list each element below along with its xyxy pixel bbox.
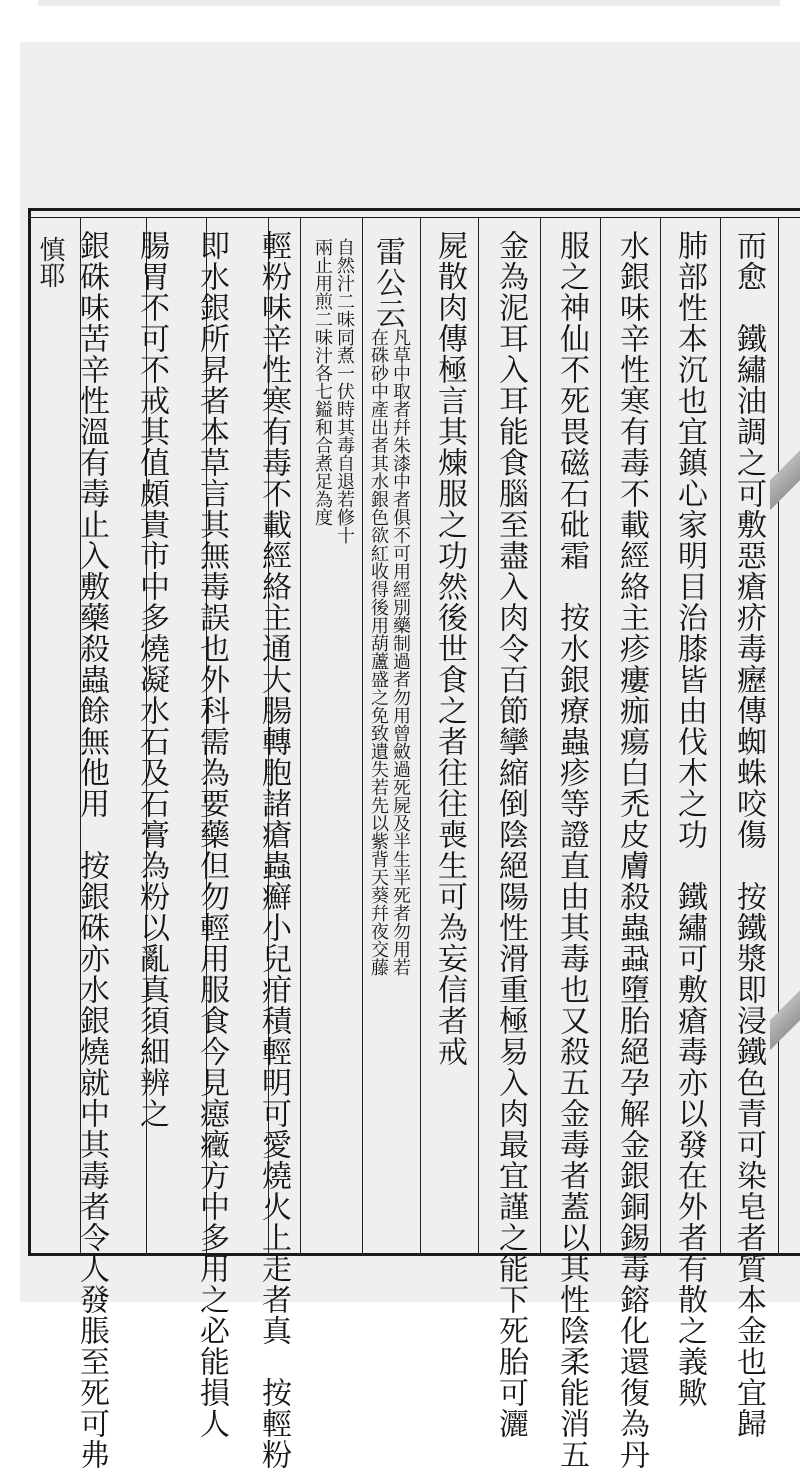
column-rule	[660, 218, 661, 1253]
margin-label: 慎耶	[35, 236, 65, 288]
text-column: 雷公云	[370, 236, 405, 329]
text-column: 即水銀所昇者本草言其無毒誤也外科需為要藥但勿輕用服食今見癋癥方中多用之必能損人	[194, 230, 229, 1439]
text-column: 銀硃味苦辛性溫有毒止入敷藥殺蟲餘無他用 按銀硃亦水銀燒就中其毒者令人發脹至死可弗	[74, 230, 109, 1470]
scan-edge	[38, 0, 780, 6]
text-column: 金為泥耳入耳能食腦至盡入肉令百節攣縮倒陰絕陽性滑重極易入肉最宜謹之能下死胎可灑	[493, 230, 528, 1439]
annotation-column: 自然汁二味同煮一伏時其毒自退若修十	[334, 238, 355, 544]
annotation-column: 凡草中取者幷朱漆中者俱不可用經別藥制過者勿用曾斂過死屍及半生半死者勿用若	[390, 328, 411, 976]
column-rule	[720, 218, 721, 1253]
frame-left-border	[28, 208, 31, 1256]
page-edge-ornament	[770, 960, 800, 1080]
column-rule	[600, 218, 601, 1253]
column-rule	[420, 218, 421, 1253]
column-rule	[540, 218, 541, 1253]
page-edge-ornament	[770, 420, 800, 540]
text-frame	[28, 208, 800, 1470]
annotation-column: 在硃砂中產出者其水銀色欲紅收得後用葫蘆盛之免致遺失若先以紫背天葵幷夜交藤	[368, 328, 389, 976]
text-column: 屍散肉傳極言其煉服之功然後世食之者往往喪生可為妄信者戒	[432, 230, 467, 1067]
column-rule	[478, 218, 479, 1253]
text-column: 水銀味辛性寒有毒不載經絡主疹瘻痂瘍白禿皮膚殺蟲蝨墮胎絕孕解金銀銅錫毒鎔化還復為丹	[614, 230, 649, 1470]
column-rule	[300, 218, 301, 1253]
text-column: 輕粉味辛性寒有毒不載經絡主通大腸轉胞諸瘡蟲癬小兒疳積輕明可愛燒火上走者真 按輕粉	[256, 230, 291, 1470]
annotation-column: 兩止用煎二味汁各七鎰和合煮足為度	[312, 238, 333, 526]
text-column: 肺部性本沉也宜鎮心家明目治膝皆由伐木之功 鐵繡可敷瘡毒亦以發在外者有散之義歟	[672, 230, 707, 1408]
text-column: 服之神仙不死畏磁石砒霜 按水銀療蟲疹等證直由其毒也又殺五金毒者蓋以其性陰柔能消五	[554, 230, 589, 1470]
frame-top-border	[28, 208, 800, 218]
column-rule	[362, 218, 363, 1253]
text-column: 而愈 鐵繡油調之可敷惡瘡疥毒癧傳蜘蛛咬傷 按鐵漿即浸鐵色青可染皂者質本金也宜歸	[731, 230, 766, 1439]
column-rule	[778, 218, 779, 1253]
text-column: 腸胃不可不戒其值頗貴市中多燒凝水石及石膏為粉以亂真須細辨之	[134, 230, 169, 1129]
